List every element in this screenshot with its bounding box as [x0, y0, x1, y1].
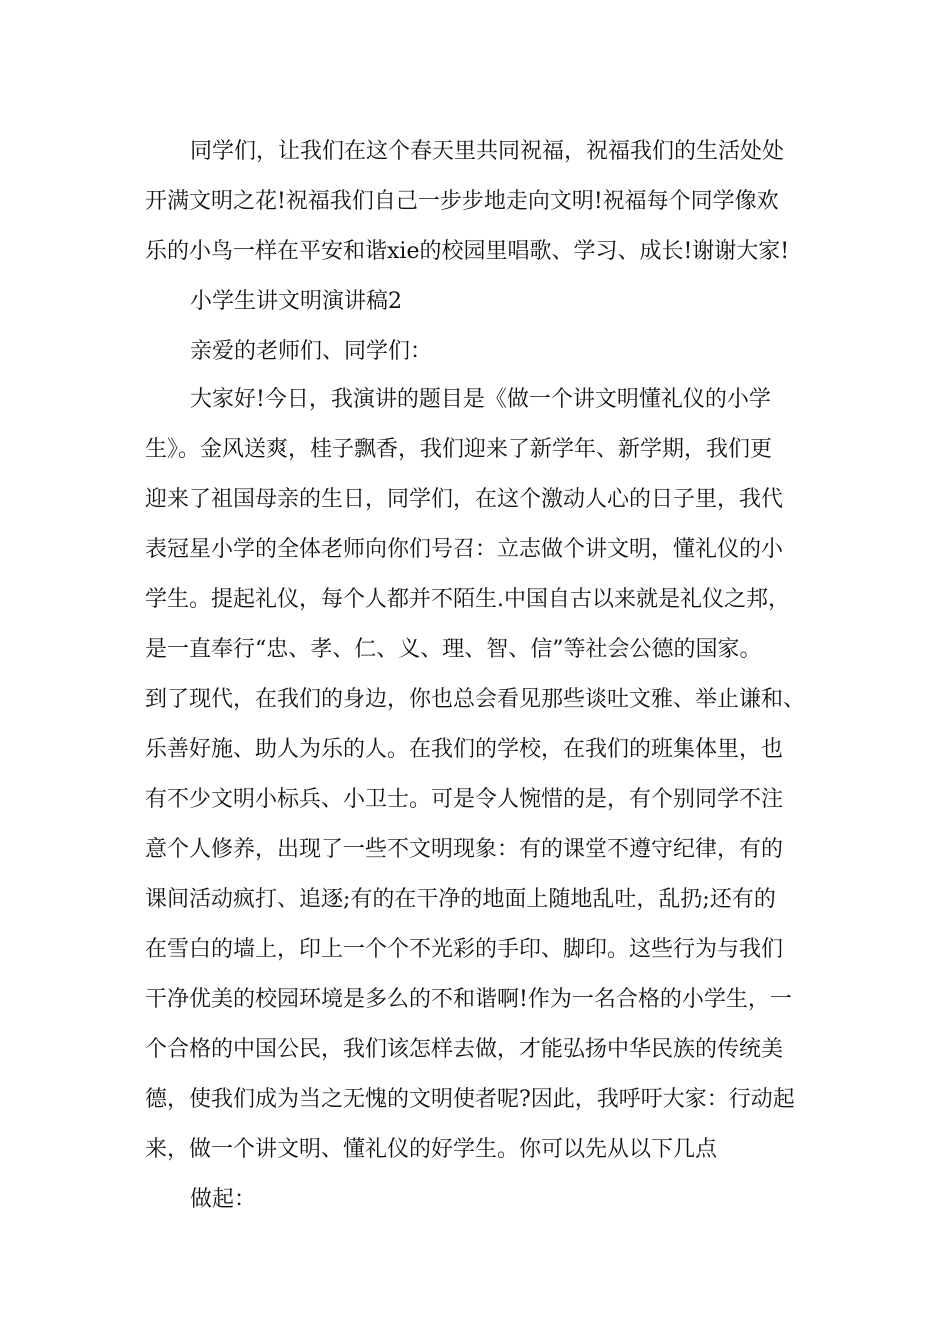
paragraph-line: 有不少文明小标兵、小卫士。可是令人惋惜的是，有个别同学不注: [145, 787, 784, 812]
paragraph-line: 意个人修养，出现了一些不文明现象：有的课堂不遵守纪律，有的: [145, 837, 784, 862]
paragraph-line: 到了现代，在我们的身边，你也总会看见那些谈吐文雅、举止谦和、: [145, 687, 806, 712]
paragraph-line: 在雪白的墙上，印上一个个不光彩的手印、脚印。这些行为与我们: [145, 937, 784, 962]
paragraph-line: 同学们，让我们在这个春天里共同祝福，祝福我们的生活处处: [190, 139, 785, 164]
paragraph-line: 乐的小鸟一样在平安和谐xie的校园里唱歌、学习、成长!谢谢大家!: [145, 239, 790, 264]
paragraph-line: 开满文明之花!祝福我们自己一步步地走向文明!祝福每个同学像欢: [145, 189, 779, 214]
paragraph-line: 迎来了祖国母亲的生日，同学们，在这个激动人心的日子里，我代: [145, 487, 784, 512]
paragraph-line: 大家好!今日，我演讲的题目是《做一个讲文明懂礼仪的小学: [190, 387, 771, 412]
paragraph-line: 做起：: [190, 1187, 257, 1212]
paragraph-line: 学生。提起礼仪，每个人都并不陌生.中国自古以来就是礼仪之邦，: [145, 587, 790, 612]
section-heading: 小学生讲文明演讲稿2: [190, 289, 402, 314]
paragraph-line: 来，做一个讲文明、懂礼仪的好学生。你可以先从以下几点: [145, 1137, 718, 1162]
paragraph-line: 是一直奉行“忠、孝、仁、义、理、智、信”等社会公德的国家。: [145, 637, 762, 662]
paragraph-line: 表冠星小学的全体老师向你们号召：立志做个讲文明，懂礼仪的小: [145, 537, 784, 562]
paragraph-line: 课间活动疯打、追逐;有的在干净的地面上随地乱吐，乱扔;还有的: [145, 887, 776, 912]
paragraph-line: 干净优美的校园环境是多么的不和谐啊!作为一名合格的小学生，一: [145, 987, 792, 1012]
paragraph-line: 生》。金风送爽，桂子飘香，我们迎来了新学年、新学期，我们更: [145, 437, 773, 462]
paragraph-line: 个合格的中国公民，我们该怎样去做，才能弘扬中华民族的传统美: [145, 1037, 784, 1062]
paragraph-line: 德，使我们成为当之无愧的文明使者呢?因此，我呼吁大家：行动起: [145, 1087, 795, 1112]
paragraph-line: 乐善好施、助人为乐的人。在我们的学校，在我们的班集体里，也: [145, 737, 784, 762]
salutation: 亲爱的老师们、同学们：: [190, 339, 433, 364]
